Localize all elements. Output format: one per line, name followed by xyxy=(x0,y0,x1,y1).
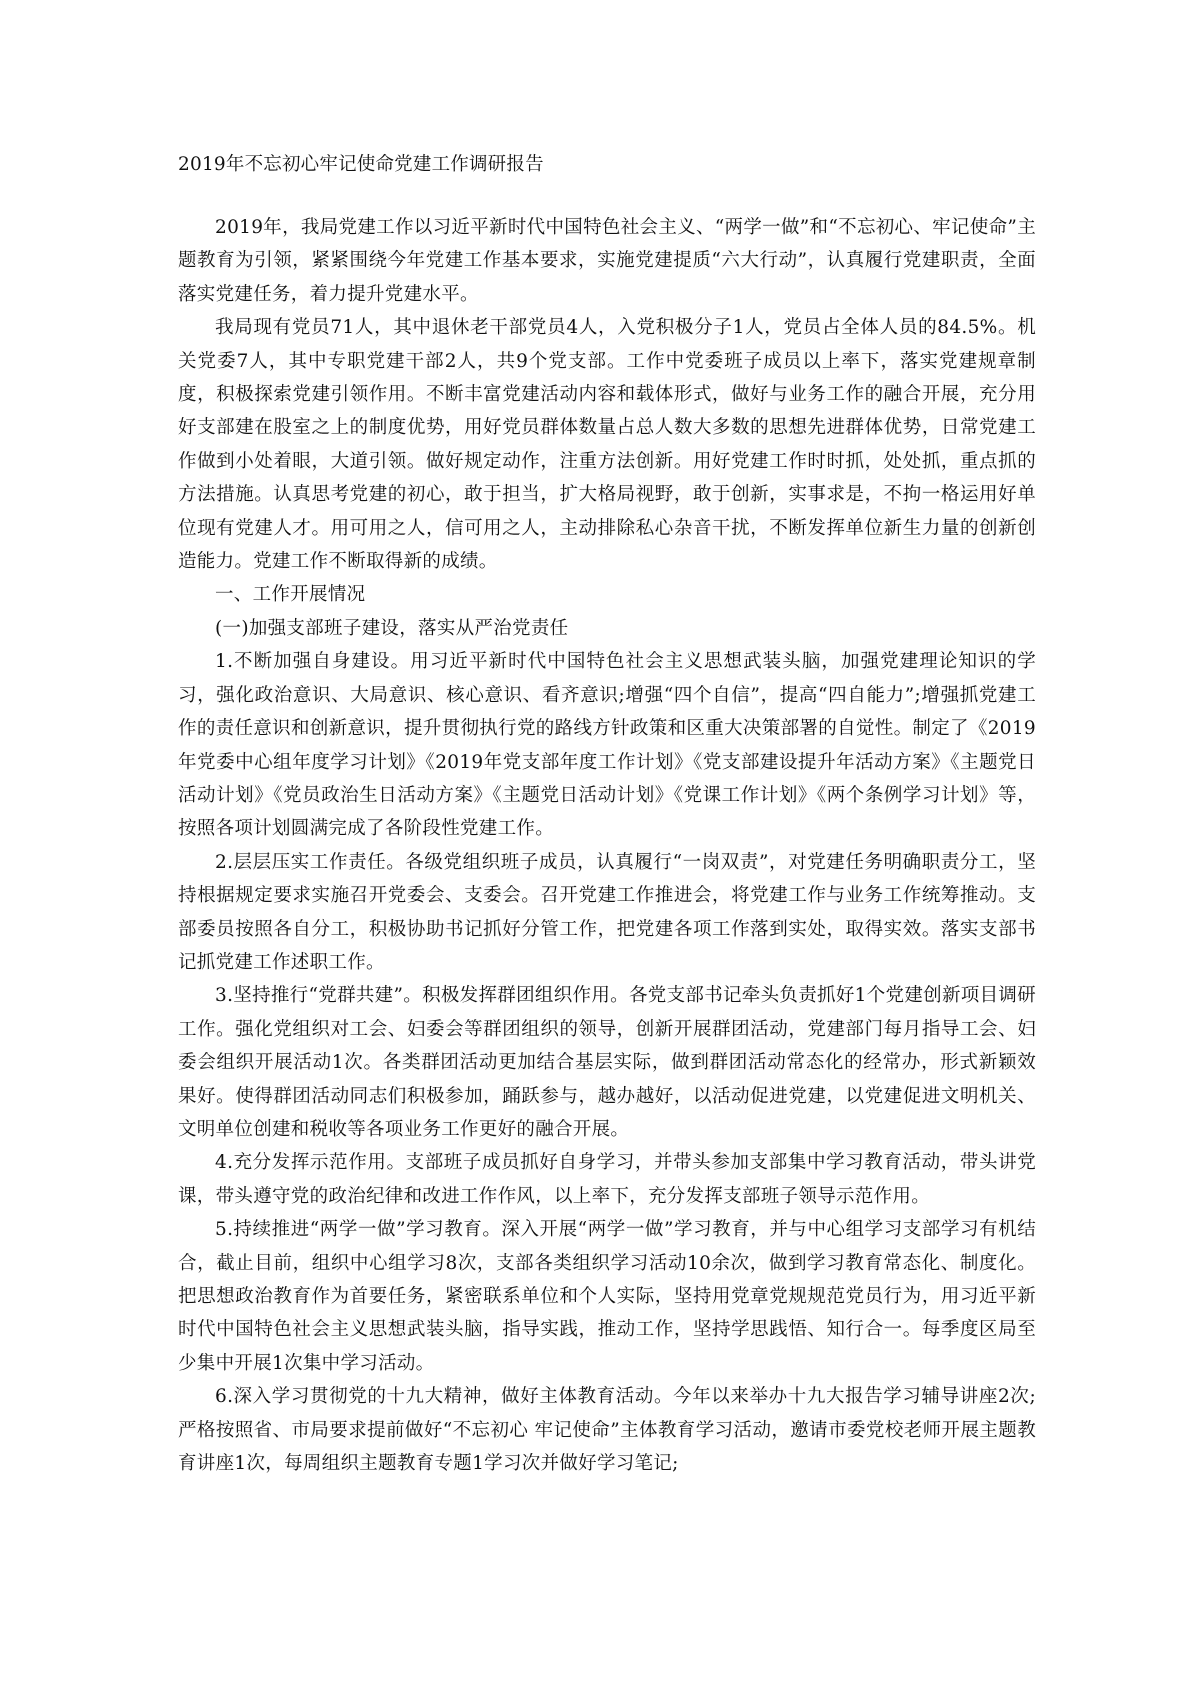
document-title: 2019年不忘初心牢记使命党建工作调研报告 xyxy=(178,154,544,175)
paragraph-item-6: 6.深入学习贯彻党的十九大精神，做好主体教育活动。今年以来举办十九大报告学习辅导讲座2次;严格按照省、市局要求提前做好“不忘初心 牢记使命”主体教育学习活动，邀请市委党校老师开展主题教育讲座1次，每周组织主题教育专题1学习次并做好学习笔记; xyxy=(178,1386,1036,1475)
paragraph-item-2: 2.层层压实工作责任。各级党组织班子成员，认真履行“一岗双责”，对党建任务明确职责分工，坚持根据规定要求实施召开党委会、支委会。召开党建工作推进会，将党建工作与业务工作统筹推动。支部委员按照各自分工，积极协助书记抓好分管工作，把党建各项工作落到实处，取得实效。落实支部书记抓党建工作述职工作。 xyxy=(178,851,1036,973)
document-body xyxy=(178,211,1036,1480)
paragraph-item-4: 4.充分发挥示范作用。支部班子成员抓好自身学习，并带头参加支部集中学习教育活动，带头讲党课，带头遵守党的政治纪律和改进工作作风，以上率下，充分发挥支部班子领导示范作用。 xyxy=(178,1152,1036,1207)
paragraph-intro: 2019年，我局党建工作以习近平新时代中国特色社会主义、“两学一做”和“不忘初心、牢记使命”主题教育为引领，紧紧围绕今年党建工作基本要求，实施党建提质“六大行动”，认真履行党建职责，全面落实党建任务，着力提升党建水平。 xyxy=(178,217,1036,305)
subsection-heading-branch: (一)加强支部班子建设，落实从严治党责任 xyxy=(215,617,569,639)
paragraph-item-3: 3.坚持推行“党群共建”。积极发挥群团组织作用。各党支部书记牵头负责抓好1个党建创新项目调研工作。强化党组织对工会、妇委会等群团组织的领导，创新开展群团活动，党建部门每月指导工会、妇委会组织开展活动1次。各类群团活动更加结合基层实际，做到群团活动常态化的经常办，形式新颖效果好。使得群团活动同志们积极参加，踊跃参与，越办越好，以活动促进党建，以党建促进文明机关、文明单位创建和税收等各项业务工作更好的融合开展。 xyxy=(178,985,1036,1140)
paragraph-membership: 我局现有党员71人，其中退休老干部党员4人，入党积极分子1人，党员占全体人员的84.5%。机关党委7人，其中专职党建干部2人，共9个党支部。工作中党委班子成员以上率下，落实党建规章制度，积极探索党建引领作用。不断丰富党建活动内容和载体形式，做好与业务工作的融合开展，充分用好支部建在股室之上的制度优势，用好党员群体数量占总人数大多数的思想先进群体优势，日常党建工作做到小处着眼，大道引领。做好规定动作，注重方法创新。用好党建工作时时抓，处处抓，重点抓的方法措施。认真思考党建的初心，敢于担当，扩大格局视野，敢于创新，实事求是，不拘一格运用好单位现有党建人才。用可用之人，信可用之人，主动排除私心杂音干扰，不断发挥单位新生力量的创新创造能力。党建工作不断取得新的成绩。 xyxy=(178,317,1036,573)
section-heading-work: 一、工作开展情况 xyxy=(215,584,366,606)
paragraph-item-1: 1.不断加强自身建设。用习近平新时代中国特色社会主义思想武装头脑，加强党建理论知识的学习，强化政治意识、大局意识、核心意识、看齐意识;增强“四个自信”，提高“四自能力”;增强抓党建工作的责任意识和创新意识，提升贯彻执行党的路线方针政策和区重大决策部署的自觉性。制定了《2019年党委中心组年度学习计划》《2019年党支部年度工作计划》《党支部建设提升年活动方案》《主题党日活动计划》《党员政治生日活动方案》《主题党日活动计划》《党课工作计划》《两个条例学习计划》等，按照各项计划圆满完成了各阶段性党建工作。 xyxy=(178,651,1036,840)
paragraph-item-5: 5.持续推进“两学一做”学习教育。深入开展“两学一做”学习教育，并与中心组学习支部学习有机结合，截止目前，组织中心组学习8次，支部各类组织学习活动10余次，做到学习教育常态化、制度化。把思想政治教育作为首要任务，紧密联系单位和个人实际，坚持用党章党规规范党员行为，用习近平新时代中国特色社会主义思想武装头脑，指导实践，推动工作，坚持学思践悟、知行合一。每季度区局至少集中开展1次集中学习活动。 xyxy=(178,1219,1036,1374)
